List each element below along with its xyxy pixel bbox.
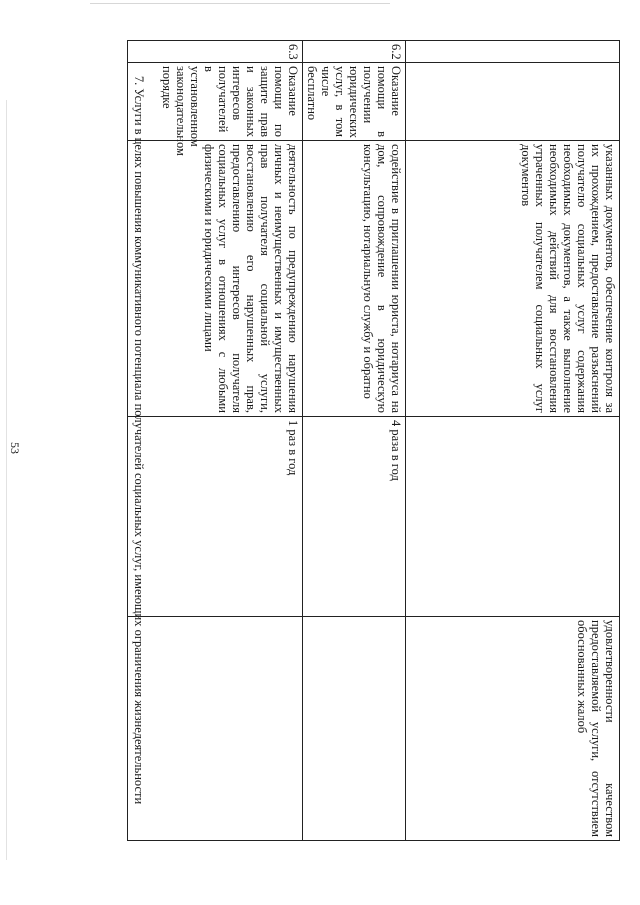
section-heading: 7. Услуги в целях повышения коммуникативного потенциала получателей социальных услуг, имеющих ограничения жизнедеятельности bbox=[132, 75, 146, 805]
service-frequency: 4 раза в год bbox=[303, 417, 406, 617]
service-criteria: удовлетворенности качеством предоставляемой услуги, отсутствием обоснованных жалоб bbox=[406, 617, 620, 841]
service-criteria bbox=[128, 617, 303, 841]
service-frequency bbox=[406, 417, 620, 617]
row-number bbox=[406, 41, 620, 63]
service-description: указанных документов, обеспечение контроля за их прохождением, предоставление разъяснений получателю социальных услуг содержания необходимых документов, а также выполнение необходимых действий для восстановления утраченных получателем социальных услуг документов bbox=[406, 141, 620, 417]
service-name: Оказание помощи в получении юридических услуг, в том числе бесплатно bbox=[303, 63, 406, 141]
service-name: Оказание помощи по защите прав и законных интересов получателей в установленном законодательном порядке bbox=[128, 63, 303, 141]
row-number: 6.2 bbox=[303, 41, 406, 63]
table-row bbox=[406, 41, 620, 841]
scan-artifact-left bbox=[6, 100, 7, 860]
service-frequency: 1 раз в год bbox=[128, 417, 303, 617]
service-description: содействие в приглашении юриста, нотариуса на дом, сопровождение в юридическую консультацию, нотариальную службу и обратно bbox=[303, 141, 406, 417]
row-number: 6.3 bbox=[128, 41, 303, 63]
service-name bbox=[406, 63, 620, 141]
page-number: 53 bbox=[8, 442, 22, 454]
table-row bbox=[303, 41, 406, 841]
table-row bbox=[128, 41, 303, 841]
rotated-page-content bbox=[48, 40, 620, 840]
service-criteria bbox=[303, 617, 406, 841]
service-description: деятельность по предупреждению нарушения личных и неимущественных и имущественных прав получателя социальной услуги, восстановлению его нарушенных прав, предоставлению интересов получателя социальных услуг в отношениях с любыми физическими и юридическими лицами bbox=[128, 141, 303, 417]
services-table bbox=[127, 40, 620, 841]
scan-artifact-top bbox=[90, 3, 390, 4]
